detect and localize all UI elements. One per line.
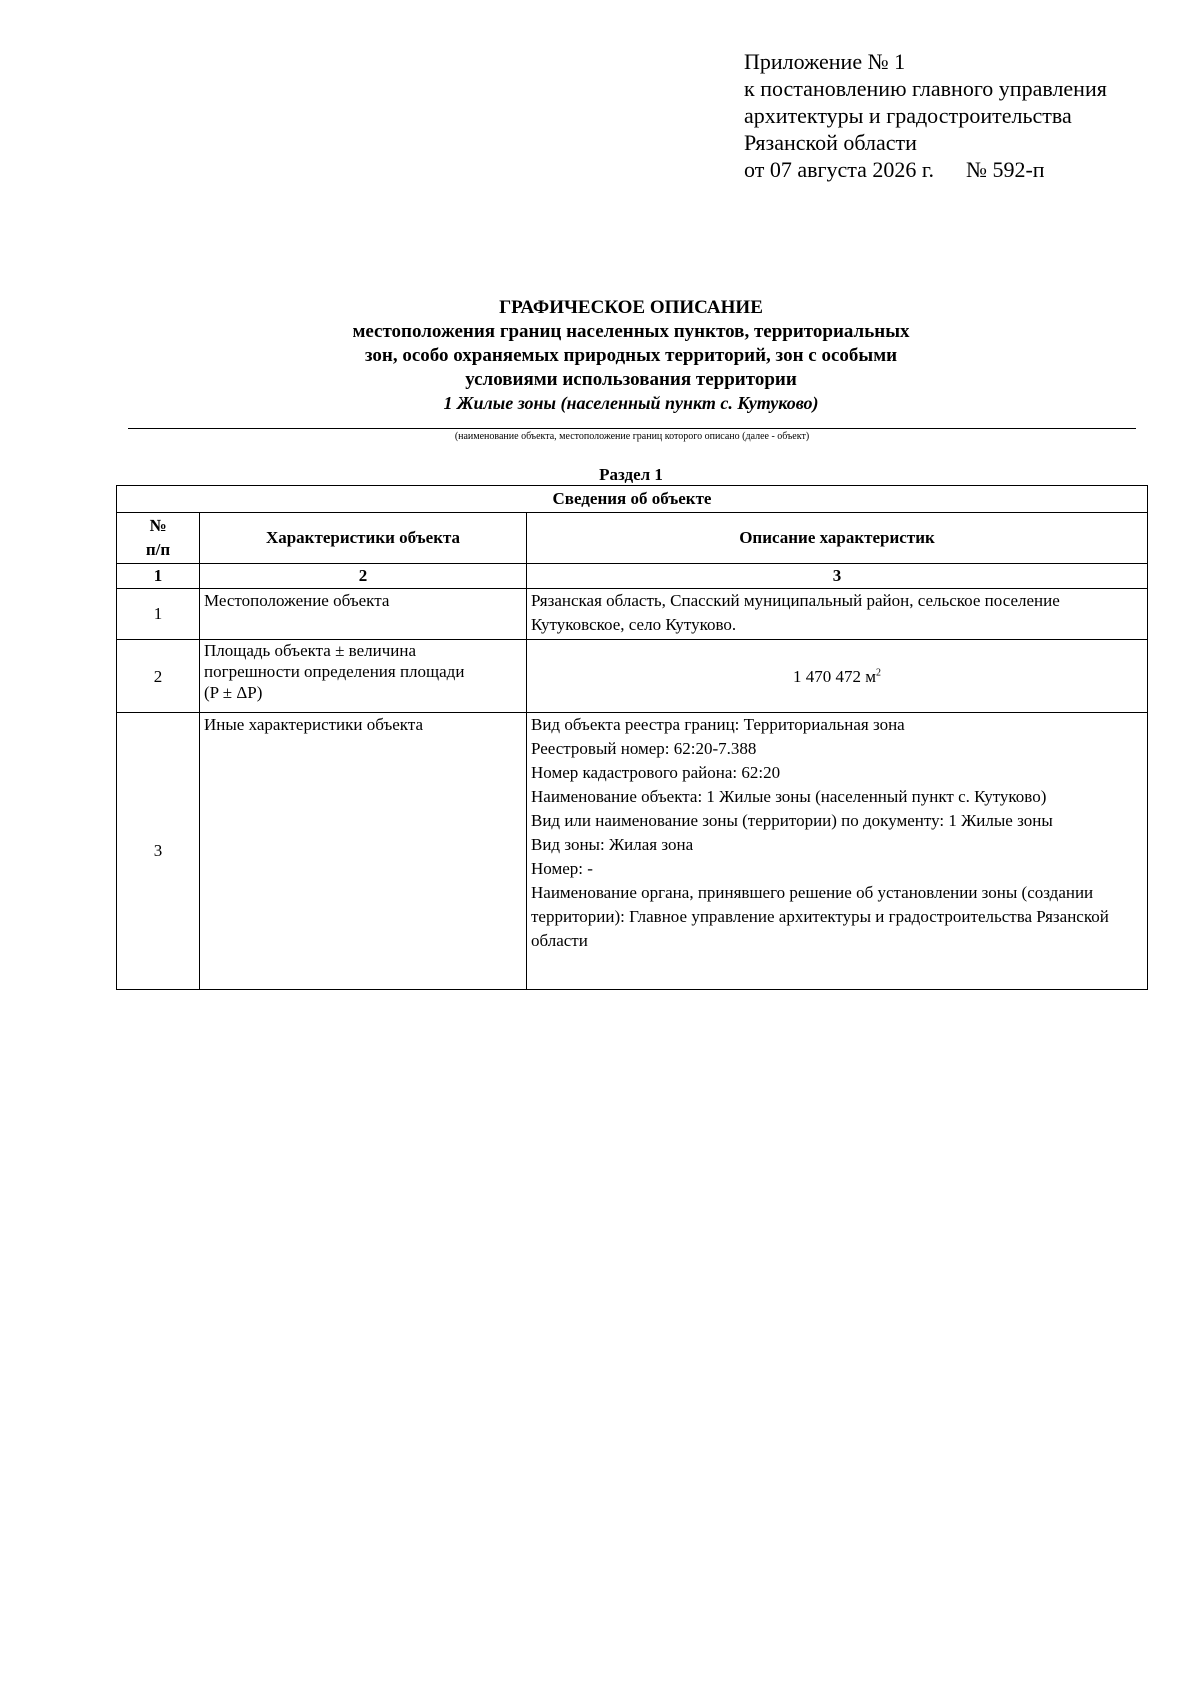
- annex-line: Приложение № 1: [744, 49, 906, 74]
- description-line: Номер: -: [531, 859, 593, 878]
- table-caption-row: [117, 486, 1148, 513]
- table-row: [117, 640, 1148, 713]
- header-num-line: №: [149, 516, 167, 535]
- document-subtitle-line: зон, особо охраняемых природных территорий, зон с особыми: [364, 345, 898, 366]
- header-num: [117, 513, 200, 564]
- row-characteristic: Иные характеристики объекта: [200, 713, 527, 990]
- column-index: 2: [200, 564, 527, 589]
- description-line: Вид объекта реестра границ: Территориальная зона: [531, 715, 905, 734]
- column-index-row: [117, 564, 1148, 589]
- area-value-cell: [527, 640, 1148, 713]
- annex-block: [744, 48, 1164, 183]
- description-line: Наименование органа, принявшего решение об установлении зоны (создании территории): Главное управление архитектуры и градостроительства Рязанской области: [531, 883, 1109, 950]
- characteristic-line: погрешности определения площади: [204, 662, 465, 681]
- section-title: Раздел 1: [599, 465, 663, 484]
- header-description: Описание характеристик: [527, 513, 1148, 564]
- row-num: 1: [117, 589, 200, 640]
- document-subtitle-line: условиями использования территории: [465, 369, 797, 390]
- area-value: 1 470 472 м: [792, 666, 876, 686]
- description-line: Номер кадастрового района: 62:20: [531, 763, 781, 782]
- annex-number: № 592-п: [965, 157, 1045, 182]
- object-info-table: [116, 485, 1148, 990]
- characteristic-line: Площадь объекта ± величина: [204, 641, 417, 660]
- table-row: [117, 713, 1148, 990]
- document-title: ГРАФИЧЕСКОЕ ОПИСАНИЕ: [499, 297, 763, 318]
- table-header-row: [117, 513, 1148, 564]
- object-name: 1 Жилые зоны (населенный пункт с. Кутуково): [443, 393, 819, 413]
- row-characteristic: Местоположение объекта: [200, 589, 527, 640]
- annex-line: архитектуры и градостроительства: [744, 103, 1072, 128]
- header-characteristics: Характеристики объекта: [200, 513, 527, 564]
- row-description: Рязанская область, Спасский муниципальный район, сельское поселение Кутуковское, село Кутуково.: [527, 589, 1148, 640]
- object-name-underline: [128, 428, 1136, 429]
- column-index: 3: [527, 564, 1148, 589]
- header-num-line: п/п: [145, 540, 171, 559]
- annex-date: от 07 августа 2026 г.: [744, 157, 934, 182]
- description-line: Вид или наименование зоны (территории) по документу: 1 Жилые зоны: [531, 811, 1053, 830]
- object-caption: (наименование объекта, местоположение границ которого описано (далее - объект): [454, 431, 810, 442]
- row-num: 2: [117, 640, 200, 713]
- annex-line: к постановлению главного управления: [744, 76, 1107, 101]
- description-line: Реестровый номер: 62:20-7.388: [531, 739, 757, 758]
- row-num: 3: [117, 713, 200, 990]
- table-row: [117, 589, 1148, 640]
- annex-line: Рязанской области: [744, 130, 917, 155]
- document-heading: [116, 296, 1146, 414]
- description-line: Вид зоны: Жилая зона: [531, 835, 694, 854]
- area-unit-superscript: 2: [876, 666, 881, 678]
- document-subtitle-line: местоположения границ населенных пунктов, территориальных: [352, 321, 910, 342]
- annex-date-line: [744, 156, 1164, 183]
- column-index: 1: [117, 564, 200, 589]
- description-line: Наименование объекта: 1 Жилые зоны (населенный пункт с. Кутуково): [531, 787, 1047, 806]
- table-caption: Сведения об объекте: [117, 486, 1148, 513]
- characteristic-line: (P ± ΔP): [204, 683, 263, 702]
- row-characteristic: [200, 640, 527, 713]
- row-description: [527, 713, 1148, 990]
